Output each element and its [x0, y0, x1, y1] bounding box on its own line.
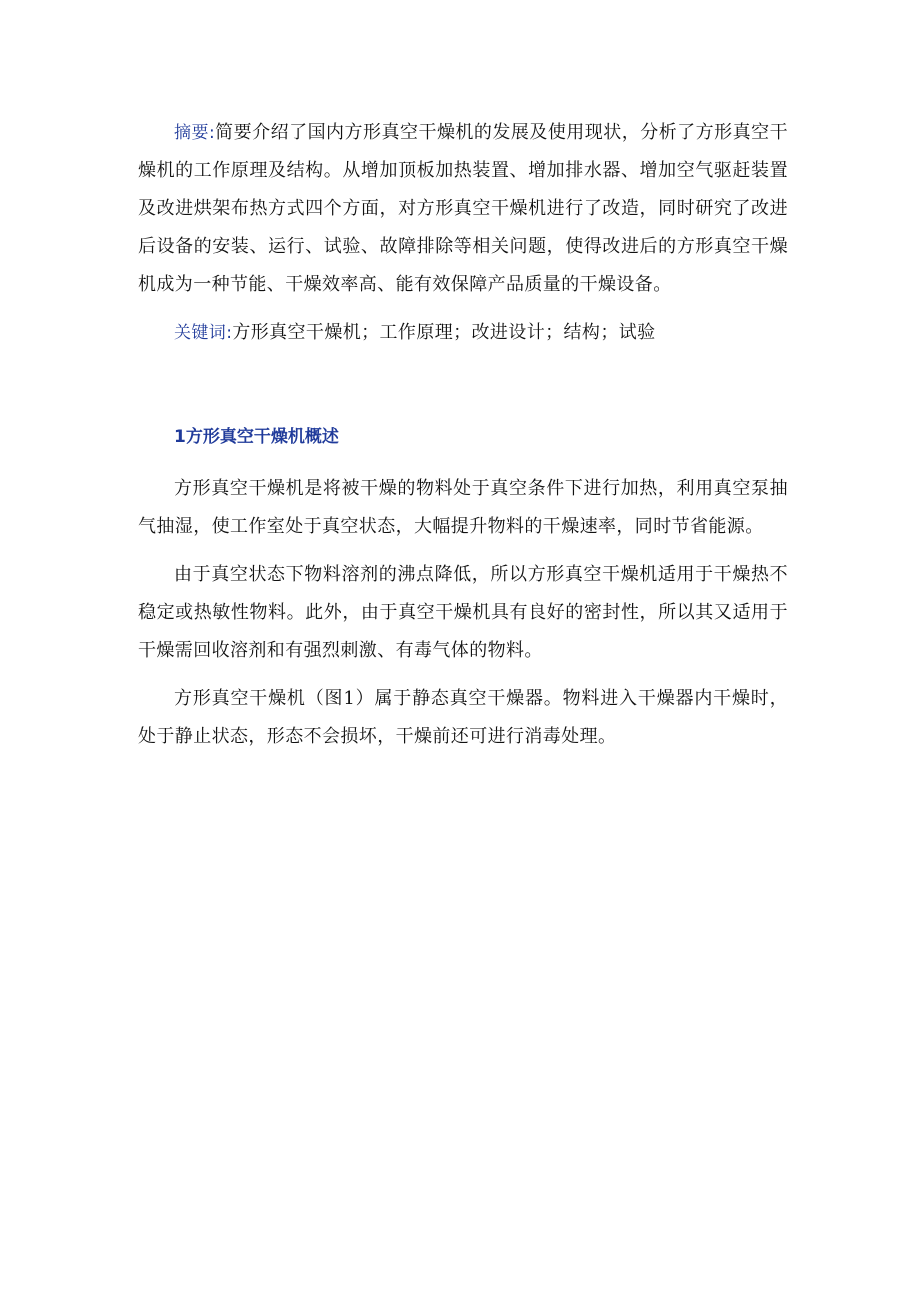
keywords-paragraph	[138, 314, 788, 352]
document-body	[138, 114, 788, 766]
body-paragraph-3: 方形真空干燥机（图1）属于静态真空干燥器。物料进入干燥器内干燥时，处于静止状态，形态不会损坏，干燥前还可进行消毒处理。	[138, 688, 788, 747]
body-paragraph-1: 方形真空干燥机是将被干燥的物料处于真空条件下进行加热，利用真空泵抽气抽湿，使工作室处于真空状态，大幅提升物料的干燥速率，同时节省能源。	[138, 478, 788, 537]
section-heading: 1方形真空干燥机概述	[174, 427, 339, 447]
abstract-label: 摘要:	[174, 123, 216, 143]
keywords-label: 关键词:	[174, 323, 233, 343]
abstract-paragraph	[138, 114, 788, 304]
keywords-text: 方形真空干燥机；工作原理；改进设计；结构；试验	[232, 322, 656, 343]
body-paragraph-2: 由于真空状态下物料溶剂的沸点降低，所以方形真空干燥机适用于干燥热不稳定或热敏性物料。此外，由于真空干燥机具有良好的密封性，所以其又适用于干燥需回收溶剂和有强烈刺激、有毒气体的物料。	[138, 564, 788, 661]
abstract-text: 简要介绍了国内方形真空干燥机的发展及使用现状，分析了方形真空干燥机的工作原理及结构。从增加顶板加热装置、增加排水器、增加空气驱赶装置及改进烘架布热方式四个方面，对方形真空干燥机进行了改造，同时研究了改进后设备的安装、运行、试验、故障排除等相关问题，使得改进后的方形真空干燥机成为一种节能、干燥效率高、能有效保障产品质量的干燥设备。	[138, 122, 788, 295]
